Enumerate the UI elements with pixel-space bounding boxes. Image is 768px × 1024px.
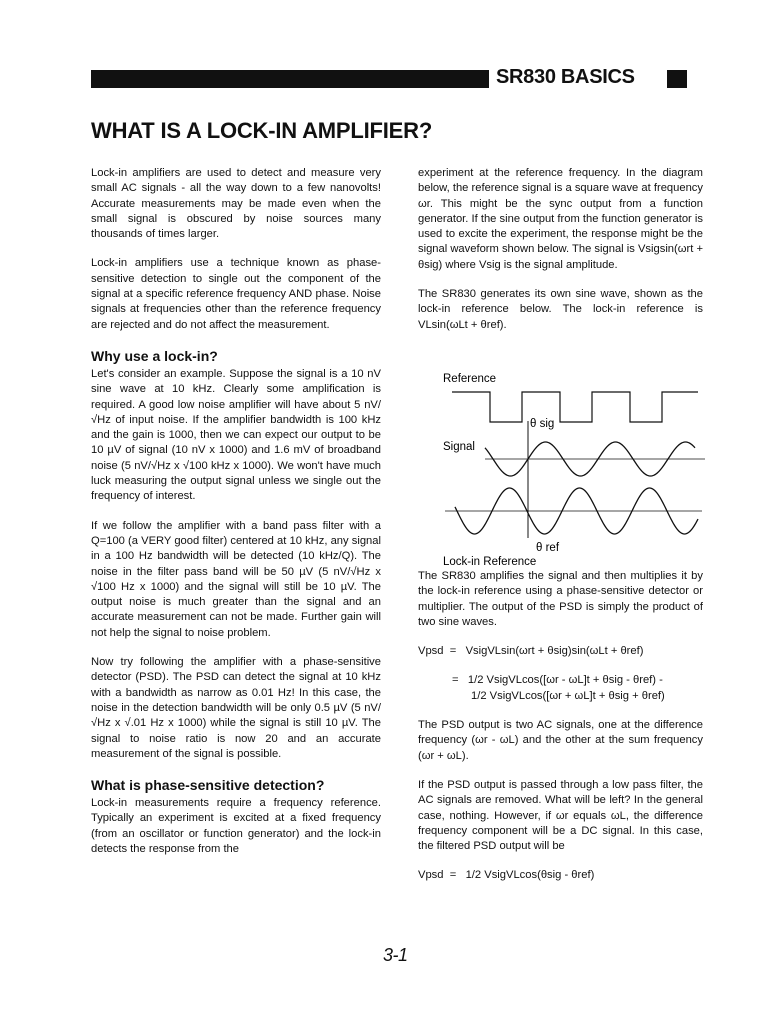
math-omega-r: ωr	[418, 197, 430, 210]
paragraph: Lock-in measurements require a frequency reference. Typically an experiment is excited at a fixed frequency (from an oscillator or function generator) and the lock-in detects the response from the	[91, 797, 381, 855]
paragraph: The SR830 generates its own sine wave, shown as the lock-in reference below. The lock-in reference is VLsin(ωLt + θref).	[418, 288, 703, 331]
theta-sig-label: θ sig	[530, 418, 555, 430]
math-signal-expression: Vsigsin(ωrt + θsig)	[418, 243, 703, 271]
section-heading-psd: What is phase-sensitive detection?	[91, 777, 325, 794]
equation-psd-expanded: = 1/2 VsigVLcos([ωr - ωL]t + θsig - θref) - 1/2 VsigVLcos([ωr + ωL]t + θsig + θref)	[452, 674, 665, 702]
paragraph: experiment at the reference frequency. In the diagram below, the reference signal is a square wave at frequency ωr. This might be the sync output from a function generator. If the sine output from the function generator is used to excite the experiment, the response might be the signal waveform shown below. The signal is Vsigsin(ωrt + θsig) where Vsig is the signal amplitude.	[418, 167, 703, 271]
reference-label: Reference	[443, 373, 497, 385]
paragraph: Lock-in amplifiers are used to detect and measure very small AC signals - all the way down to a few nanovolts! Accurate measurements may be made even when the small signal is obscured by noise sources many thousands of times larger.	[91, 167, 381, 241]
reference-square-wave	[452, 392, 698, 422]
theta-ref-label: θ ref	[536, 542, 560, 554]
header-rule-end	[667, 70, 687, 88]
section-heading-why-lockin: Why use a lock-in?	[91, 347, 218, 364]
paragraph: If we follow the amplifier with a band pass filter with a Q=100 (a VERY good filter) centered at 10 kHz, any signal in a 100 Hz bandwidth will be detected (10 kHz/Q). The noise in the filter pass band will be 50 µV (5 nV/√Hz x √100 Hz x 1000) and the signal will still be 10 µV. The output noise is much greater than the signal and an accurate measurement can not be made. Further gain will not help the signal to noise problem.	[91, 519, 381, 639]
math-lockin-expression: VLsin(ωLt + θref)	[418, 318, 504, 331]
signal-label: Signal	[443, 441, 475, 453]
left-column	[91, 166, 381, 871]
lockin-waveform-diagram	[440, 368, 710, 573]
page-title: WHAT IS A LOCK-IN AMPLIFIER?	[91, 118, 433, 143]
header-title: SR830 BASICS	[496, 66, 635, 88]
page-number: 3-1	[383, 945, 408, 965]
paragraph: Let's consider an example. Suppose the signal is a 10 nV sine wave at 10 kHz. Clearly some amplification is required. A good low noise amplifier will have about 5 nV/√Hz of input noise. If the amplifier bandwidth is 100 kHz and the gain is 1000, then we can expect our output to be 10 µV of signal (10 nV x 1000) and 1.6 mV of broadband noise (5 nV/√Hz x √100 kHz x 1000). We won't have much luck measuring the output signal unless we single out the frequency of interest.	[91, 367, 381, 503]
paragraph: If the PSD output is passed through a low pass filter, the AC signals are removed. What will be left? In the general case, nothing. However, if ωr equals ωL, the difference frequency component will be a DC signal. In this case, the filtered PSD output will be	[418, 778, 703, 853]
header-rule	[91, 70, 489, 88]
paragraph: Lock-in amplifiers use a technique known as phase-sensitive detection to single out the component of the signal at a specific reference frequency AND phase. Noise signals at frequencies other than the reference frequency are rejected and do not affect the measurement.	[91, 257, 381, 331]
paragraph: Now try following the amplifier with a phase-sensitive detector (PSD). The PSD can detect the signal at 10 kHz with a bandwidth as narrow as 0.01 Hz! In this case, the noise in the detection bandwidth will be only 0.5 µV (5 nV/√Hz x √.01 Hz x 1000) while the signal is still 10 µV. The signal to noise ratio is now 20 and an accurate measurement of the signal is possible.	[91, 656, 381, 760]
equation-psd-product: Vpsd = VsigVLsin(ωrt + θsig)sin(ωLt + θref)	[418, 645, 644, 658]
paragraph: The SR830 amplifies the signal and then multiplies it by the lock-in reference using a phase-sensitive detector or multiplier. The output of the PSD is simply the product of two sine waves.	[418, 569, 703, 628]
paragraph: The PSD output is two AC signals, one at the difference frequency (ωr - ωL) and the other at the sum frequency (ωr + ωL).	[418, 719, 703, 762]
math-vsig: Vsig	[478, 258, 501, 271]
lockin-reference-label: Lock-in Reference	[443, 556, 537, 568]
equation-filtered-psd: Vpsd = 1/2 VsigVLcos(θsig - θref)	[418, 869, 595, 882]
